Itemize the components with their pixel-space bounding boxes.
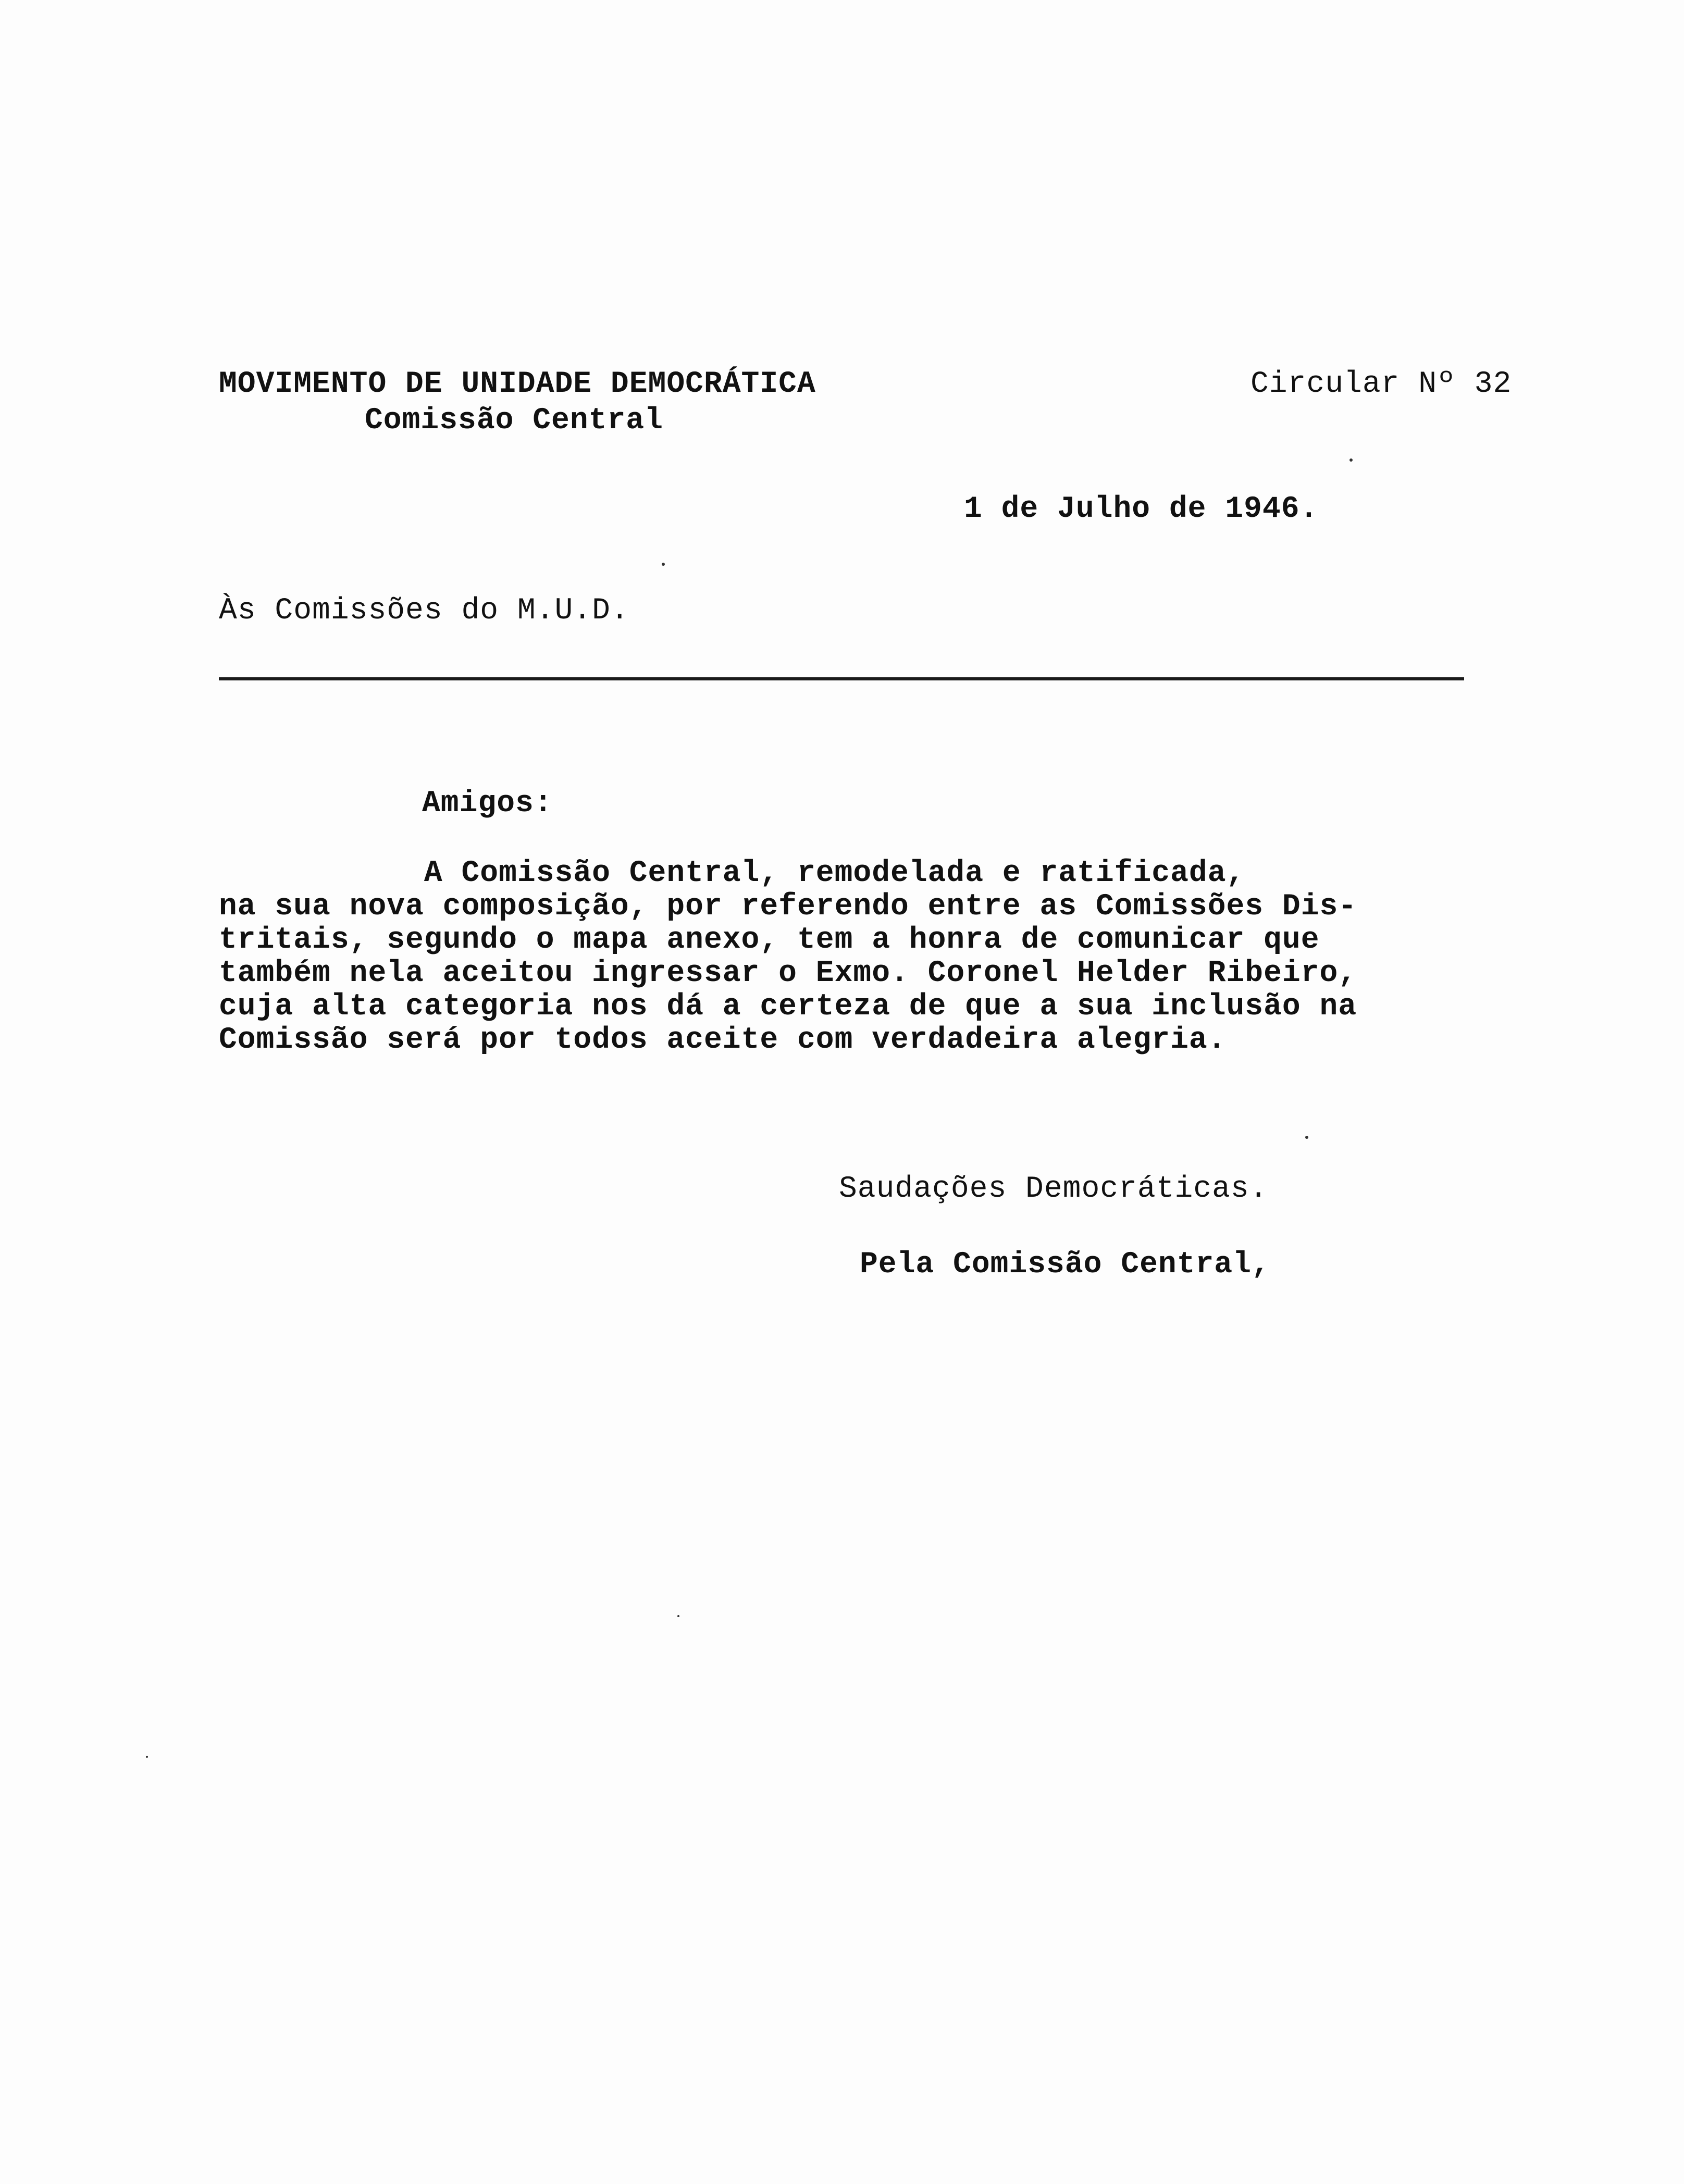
letter-body [219,857,1480,1057]
scan-speck [677,1615,679,1617]
body-line: cuja alta categoria nos dá a certeza de que a sua inclusão na [219,990,1357,1024]
letter-date: 1 de Julho de 1946. [964,492,1319,526]
scan-speck [1305,1136,1308,1139]
scan-speck [662,563,665,566]
scan-speck [1349,458,1353,462]
divider-rule [219,677,1464,680]
closing-greeting: Saudações Democráticas. [839,1172,1268,1206]
recipient-line: Às Comissões do M.U.D. [219,594,629,628]
circular-number: Circular Nº 32 [1250,367,1512,401]
body-line: A Comissão Central, remodelada e ratificada, [219,857,1245,890]
body-line: Comissão será por todos aceite com verdadeira alegria. [219,1023,1227,1057]
body-line: também nela aceitou ingressar o Exmo. Coronel Helder Ribeiro, [219,957,1357,990]
body-line: na sua nova composição, por referendo entre as Comissões Dis- [219,890,1357,924]
committee-name: Comissão Central [365,404,663,438]
salutation: Amigos: [422,787,553,821]
organization-name: MOVIMENTO DE UNIDADE DEMOCRÁTICA [219,367,816,401]
scan-speck [146,1756,148,1758]
body-line: tritais, segundo o mapa anexo, tem a honra de comunicar que [219,923,1320,957]
closing-signoff: Pela Comissão Central, [860,1248,1270,1282]
